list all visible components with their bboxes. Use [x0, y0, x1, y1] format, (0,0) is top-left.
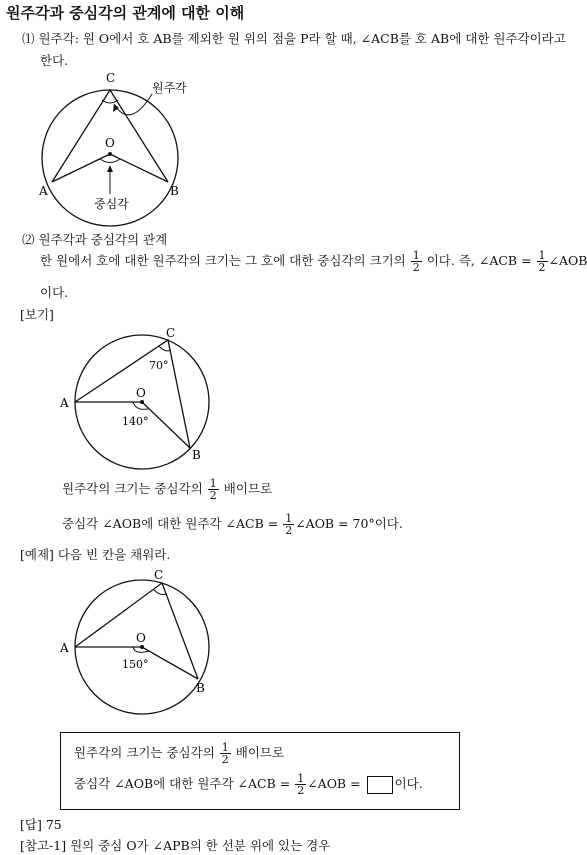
label-B: B	[192, 448, 201, 462]
box-text: 원주각의 크기는 중심각의	[74, 745, 215, 760]
frac-den: 2	[285, 524, 293, 537]
figure-inscribed-central	[30, 68, 230, 218]
label-angle-C: 70°	[149, 359, 169, 372]
answer-blank[interactable]	[367, 776, 393, 794]
frac-num: 1	[285, 512, 293, 525]
example-line2	[62, 513, 403, 536]
frac-den: 2	[221, 753, 229, 766]
exercise-header	[20, 545, 170, 563]
example-label: [보기]	[20, 307, 54, 322]
label-O: O	[136, 631, 146, 645]
label-C: C	[166, 326, 176, 340]
label-A: A	[60, 396, 69, 410]
label-angle-O: 140°	[122, 415, 149, 428]
label-inscribed: 원주각	[152, 81, 187, 95]
central-arc	[100, 159, 120, 163]
answer-label: [답]	[20, 817, 42, 832]
section2-heading: ⑵ 원주각과 중심각의 관계	[22, 232, 168, 247]
example-text: 원주각의 크기는 중심각의	[62, 481, 203, 496]
example-figure	[56, 320, 226, 470]
frac-den: 2	[297, 784, 305, 797]
fraction-half	[411, 250, 422, 273]
section1-line2: 한다.	[40, 53, 69, 68]
exercise-instruction: 다음 빈 칸을 채워라.	[57, 547, 171, 562]
center-point	[140, 645, 144, 649]
arrow-head-icon	[113, 104, 119, 112]
relation-text-post: ∠AOB	[548, 253, 587, 268]
section2-line2: 이다.	[40, 285, 69, 300]
arrow-head-icon	[107, 165, 113, 172]
label-central: 중심각	[94, 197, 129, 211]
box-text-post: 이다.	[394, 776, 423, 791]
frac-num: 1	[297, 772, 305, 785]
relation-text-mid: 이다. 즉, ∠ACB =	[426, 253, 532, 268]
center-point	[140, 400, 144, 404]
label-C: C	[154, 568, 164, 582]
example-line1	[62, 478, 272, 501]
label-A: A	[60, 641, 69, 655]
note-line	[20, 836, 330, 854]
section2-line1	[40, 250, 587, 273]
page-title: 원주각과 중심각의 관계에 대한 이해	[6, 4, 245, 22]
center-point	[108, 152, 112, 156]
label-B: B	[170, 184, 179, 198]
frac-num: 1	[538, 249, 546, 262]
label-O: O	[105, 136, 115, 150]
box-text: 중심각 ∠AOB에 대한 원주각 ∠ACB =	[74, 776, 291, 791]
frac-num: 1	[221, 741, 229, 754]
exercise-label: [예제]	[20, 547, 54, 562]
section1-line1: ⑴ 원주각: 원 O에서 호 AB를 제외한 원 위의 점을 P라 할 때, ∠ACB를 호 AB에 대한 원주각이라고	[22, 31, 566, 46]
example-text: 중심각 ∠AOB에 대한 원주각 ∠ACB =	[62, 516, 279, 531]
note-label: [참고-1]	[20, 838, 67, 853]
fraction-half	[295, 773, 306, 796]
label-A: A	[39, 184, 48, 198]
fraction-half	[537, 250, 548, 273]
fraction-half	[208, 478, 219, 501]
frac-num: 1	[412, 249, 420, 262]
fraction-half	[220, 742, 231, 765]
fraction-half	[283, 513, 294, 536]
exercise-figure	[56, 565, 226, 705]
box-text-post: 배이므로	[235, 745, 285, 760]
label-C: C	[106, 71, 116, 85]
example-text-post: ∠AOB = 70°이다.	[295, 516, 403, 531]
label-angle-O: 150°	[122, 658, 149, 671]
answer-line	[20, 815, 62, 833]
relation-text: 한 원에서 호에 대한 원주각의 크기는 그 호에 대한 중심각의 크기의	[40, 253, 406, 268]
label-B: B	[196, 681, 205, 695]
label-O: O	[136, 386, 146, 400]
box-line1	[74, 742, 284, 765]
box-text-mid: ∠AOB =	[307, 776, 361, 791]
frac-den: 2	[538, 261, 546, 274]
frac-num: 1	[209, 477, 217, 490]
frac-den: 2	[209, 489, 217, 502]
inscribed-arc	[102, 100, 118, 103]
note-text: 원의 중심 O가 ∠APB의 한 선분 위에 있는 경우	[70, 838, 331, 853]
frac-den: 2	[412, 261, 420, 274]
box-line2	[74, 773, 423, 796]
answer-value: 75	[45, 817, 62, 832]
example-text-post: 배이므로	[223, 481, 273, 496]
